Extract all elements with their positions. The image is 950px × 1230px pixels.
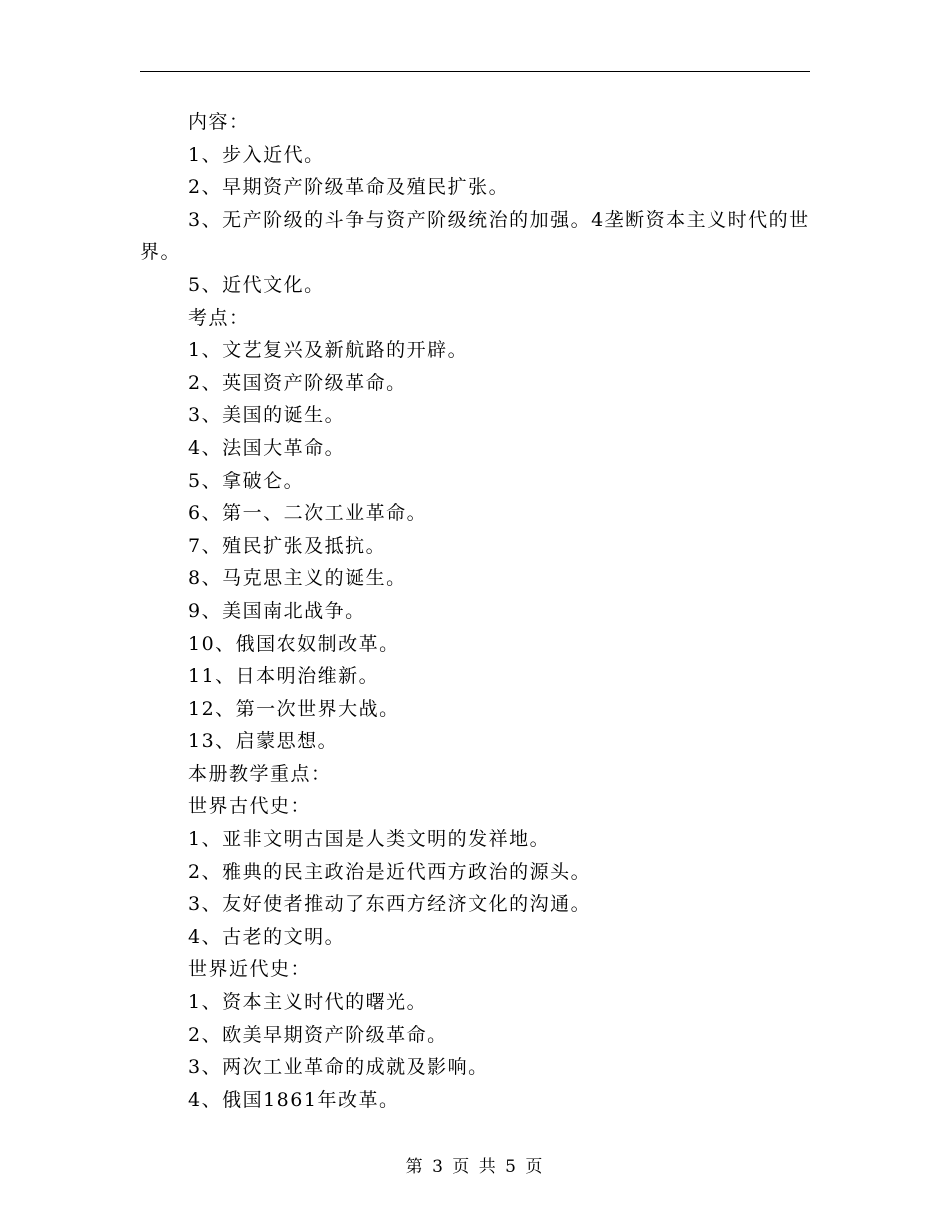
section-heading-content: 内容： [188, 111, 250, 133]
document-body [140, 106, 810, 1116]
list-item: 3、友好使者推动了东西方经济文化的沟通。 [188, 893, 592, 916]
list-item: 1、资本主义时代的曙光。 [188, 991, 428, 1014]
list-item: 11、日本明治维新。 [188, 665, 380, 688]
list-item: 1、文艺复兴及新航路的开辟。 [188, 339, 469, 362]
list-item: 2、欧美早期资产阶级革命。 [188, 1023, 448, 1046]
header-rule [140, 71, 810, 72]
list-item: 10、俄国农奴制改革。 [188, 632, 400, 655]
list-item: 6、第一、二次工业革命。 [188, 502, 428, 525]
list-item: 3、美国的诞生。 [188, 404, 346, 427]
list-item: 13、启蒙思想。 [188, 730, 339, 753]
list-item: 9、美国南北战争。 [188, 599, 366, 622]
list-item: 3、两次工业革命的成就及影响。 [188, 1056, 489, 1079]
list-item: 7、殖民扩张及抵抗。 [188, 534, 387, 557]
list-item: 2、雅典的民主政治是近代西方政治的源头。 [188, 860, 592, 883]
list-item: 2、英国资产阶级革命。 [188, 371, 407, 394]
list-item: 2、早期资产阶级革命及殖民扩张。 [188, 176, 510, 199]
page-number-footer: 第 3 页 共 5 页 [405, 1157, 545, 1177]
list-item: 4、俄国1861年改革。 [188, 1088, 400, 1111]
list-item: 8、马克思主义的诞生。 [188, 567, 407, 590]
list-item: 12、第一次世界大战。 [188, 697, 400, 720]
list-item: 4、古老的文明。 [188, 925, 346, 948]
list-item: 1、亚非文明古国是人类文明的发祥地。 [188, 828, 551, 851]
list-item: 5、拿破仑。 [188, 469, 305, 492]
list-item: 5、近代文化。 [188, 273, 325, 296]
section-heading-ancient-history: 世界古代史： [188, 795, 312, 818]
list-item: 4、法国大革命。 [188, 436, 346, 459]
section-heading-teaching-focus: 本册教学重点： [188, 762, 332, 785]
list-item: 1、步入近代。 [188, 143, 325, 166]
section-heading-modern-history: 世界近代史： [188, 958, 312, 981]
section-heading-key-points: 考点： [188, 306, 250, 329]
list-item: 3、无产阶级的斗争与资产阶级统治的加强。4垄断资本主义时代的世界。 [140, 208, 810, 264]
